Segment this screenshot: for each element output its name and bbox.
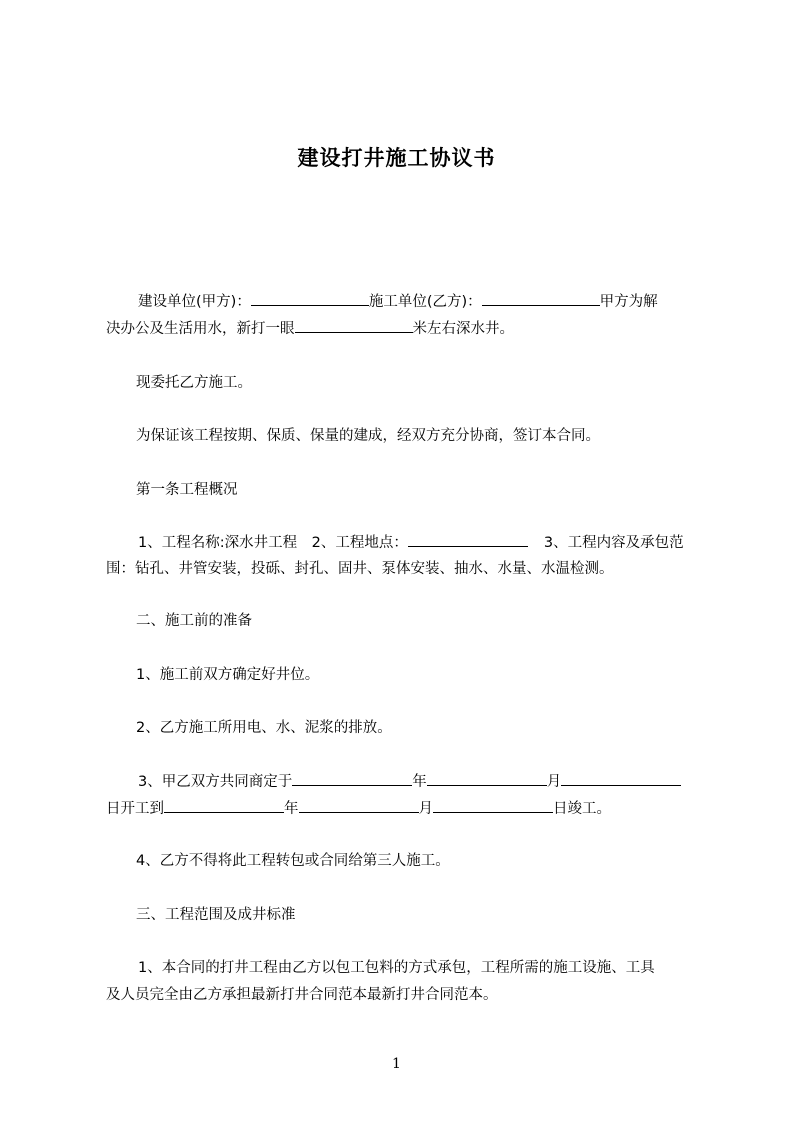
start-year-blank[interactable] [292,771,412,786]
paragraph-text: 年 [412,774,427,790]
end-year-blank[interactable] [164,798,284,813]
paragraph-project-line2: 围：钻孔、井管安装，投砾、封孔、固井、泵体安装、抽水、水量、水温检测。 [106,561,614,577]
section-heading-3: 三、工程范围及成井标准 [136,907,296,923]
section-heading-1: 第一条工程概况 [136,482,238,498]
start-month-blank[interactable] [427,771,547,786]
paragraph-text: 米左右深水井。 [412,321,514,337]
start-day-blank[interactable] [561,771,681,786]
paragraph-purpose: 为保证该工程按期、保质、保量的建成，经双方充分协商，签订本合同。 [136,428,600,444]
paragraph-item-4: 4、乙方不得将此工程转包或合同给第三人施工。 [136,853,450,869]
paragraph-text: 决办公及生活用水，新打一眼 [106,321,295,337]
paragraph-project-line1 [138,532,684,553]
party-a-blank[interactable] [251,291,369,306]
paragraph-text: 日竣工。 [553,801,611,817]
end-month-blank[interactable] [299,798,419,813]
paragraph-text: 年 [284,801,299,817]
paragraph-text: 3、工程内容及承包范 [543,535,684,551]
paragraph-text: 月 [418,801,433,817]
end-day-blank[interactable] [433,798,553,813]
paragraph-schedule-line2 [106,798,611,819]
paragraph-schedule-line1 [138,771,681,792]
paragraph-item-1: 1、施工前双方确定好井位。 [136,667,320,683]
party-b-label: 施工单位(乙方)： [368,294,482,310]
well-depth-blank[interactable] [295,318,413,333]
paragraph-text: 3、甲乙双方共同商定于 [138,774,293,790]
party-a-label: 建设单位(甲方)： [138,294,251,310]
document-title: 建设打井施工协议书 [297,146,496,170]
paragraph-text: 1、工程名称:深水井工程 2、工程地点： [138,535,408,551]
paragraph-entrust: 现委托乙方施工。 [136,375,252,391]
paragraph-parties-line2 [106,318,514,339]
section-heading-2: 二、施工前的准备 [136,613,252,629]
page-number: 1 [392,1056,401,1072]
location-blank[interactable] [408,532,528,547]
party-b-blank[interactable] [482,291,600,306]
paragraph-item-2: 2、乙方施工所用电、水、泥浆的排放。 [136,720,392,736]
paragraph-parties-line1 [138,291,658,312]
paragraph-scope-line1: 1、本合同的打井工程由乙方以包工包料的方式承包，工程所需的施工设施、工具 [138,960,655,976]
paragraph-text: 甲方为解 [599,294,658,310]
paragraph-scope-line2: 及人员完全由乙方承担最新打井合同范本最新打井合同范本。 [106,987,498,1003]
paragraph-text: 月 [546,774,562,790]
paragraph-text: 日开工到 [106,801,164,817]
